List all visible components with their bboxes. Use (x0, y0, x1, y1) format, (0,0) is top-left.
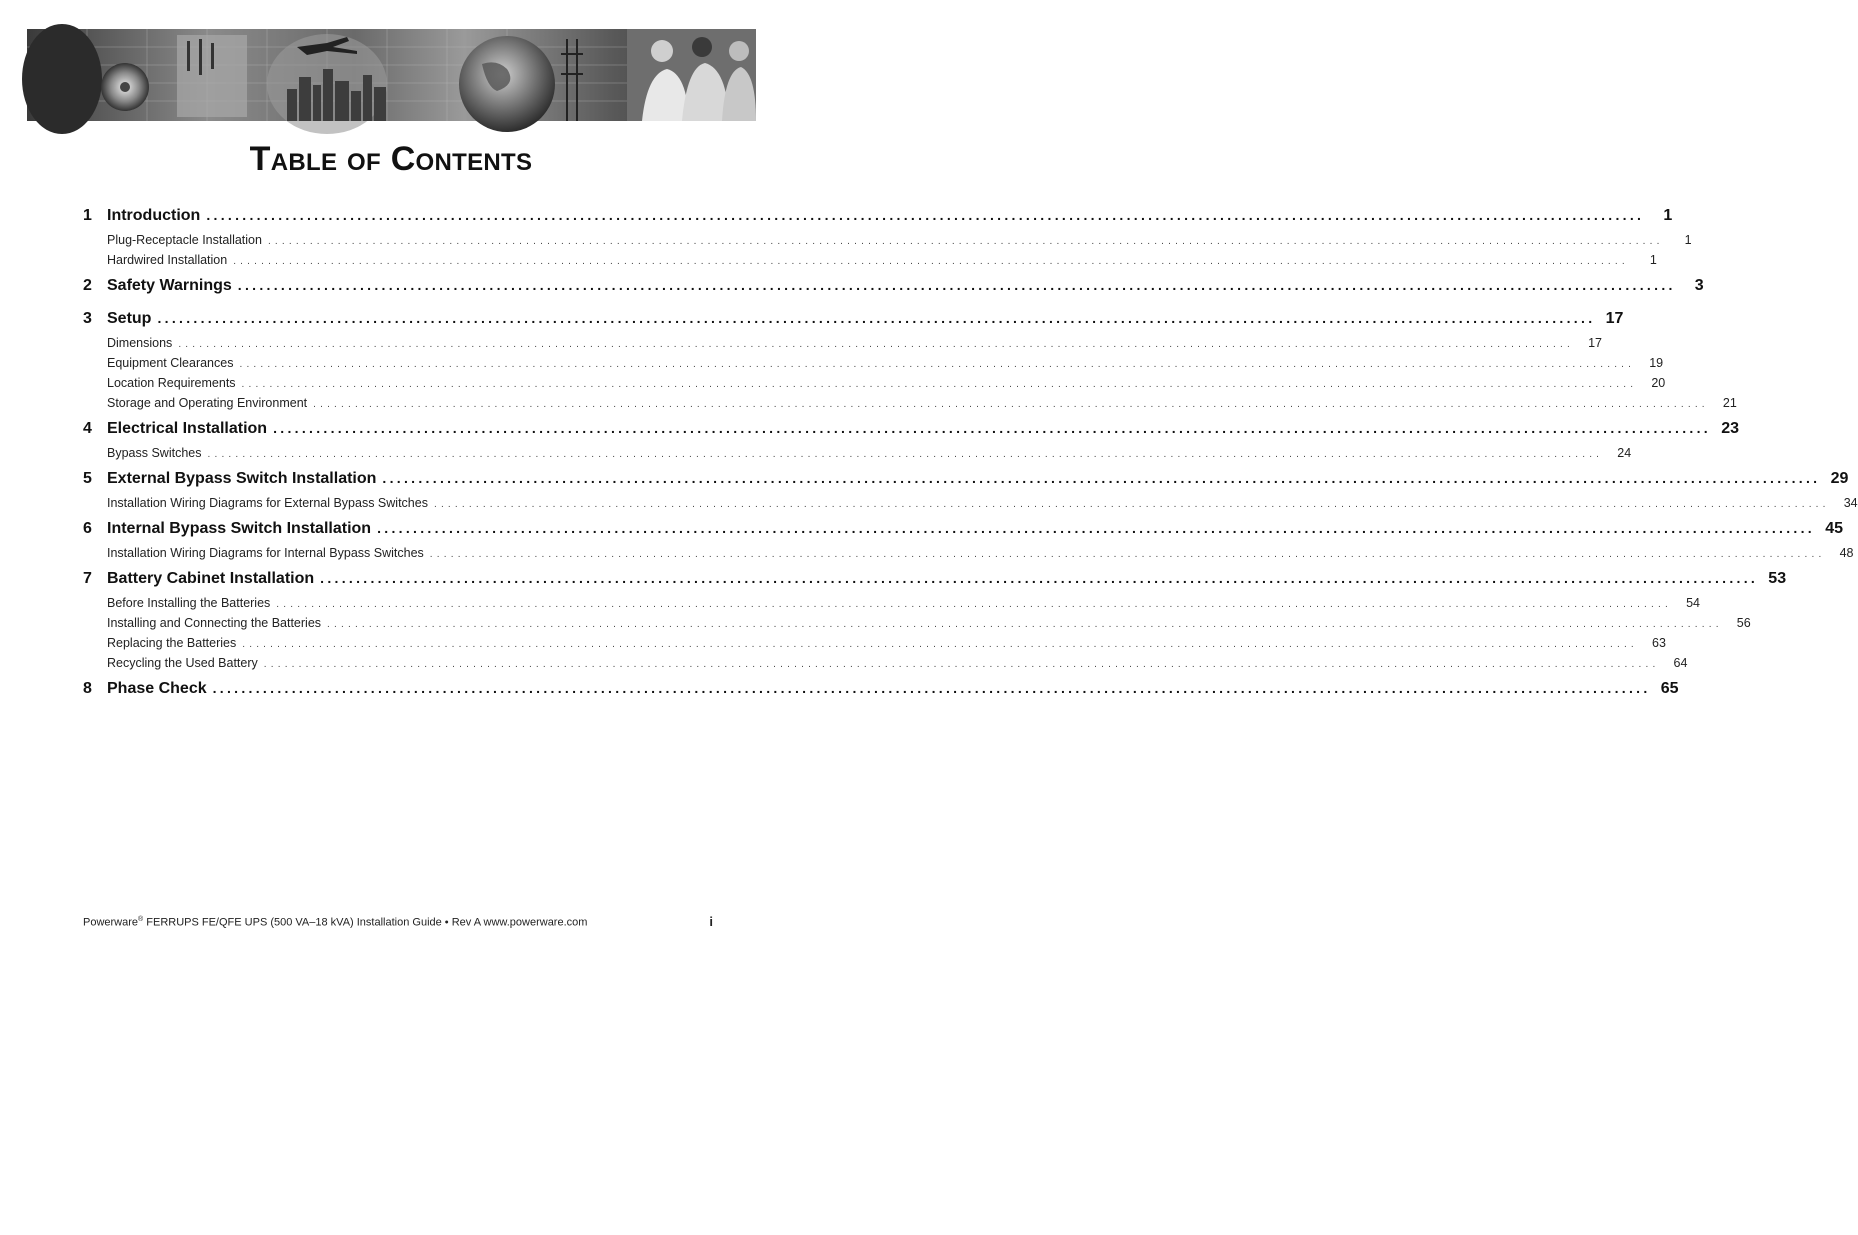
dot-leader: ........................................................................................................................................................................................................ (327, 619, 1723, 630)
section-title: Hardwired Installation (107, 253, 228, 267)
page-footer (83, 914, 713, 929)
page-number: 29 (1830, 470, 1849, 487)
chapter-title: Introduction (107, 207, 201, 224)
page-number: 63 (1652, 636, 1666, 650)
toc-section-entry[interactable] (83, 353, 1664, 373)
toc-chapter-entry[interactable] (83, 270, 1704, 300)
page-title: Table of Contents (249, 140, 533, 178)
chapter-title: External Bypass Switch Installation (107, 470, 377, 487)
chapter-title: Electrical Installation (107, 420, 268, 437)
page-number: 45 (1825, 520, 1843, 537)
page-number: 20 (1651, 376, 1666, 390)
toc-chapter-entry[interactable] (83, 563, 1787, 593)
toc-section-entry[interactable] (83, 593, 1700, 613)
chapter-number: 6 (83, 520, 92, 537)
section-title: Equipment Clearances (107, 356, 234, 370)
dot-leader: ........................................................................................................................................................................................................ (178, 339, 1574, 350)
page-number: 24 (1617, 446, 1632, 460)
section-title: Replacing the Batteries (107, 636, 237, 650)
page-number: 17 (1588, 336, 1602, 350)
dot-leader: ........................................................................................................................................................................................................ (263, 659, 1660, 670)
section-title: Installing and Connecting the Batteries (107, 616, 322, 630)
footer-page-number: i (709, 914, 713, 929)
footer-text: Powerware® FERRUPS FE/QFE UPS (500 VA–18 kVA) Installation Guide • Rev A www.powerware.com (83, 916, 588, 929)
page-number: 34 (1843, 496, 1858, 510)
dot-leader: ........................................................................................................................................................................................................ (212, 680, 1651, 696)
dot-leader: ........................................................................................................................................................................................................ (206, 207, 1645, 223)
section-title: Plug-Receptacle Installation (107, 233, 262, 247)
dot-leader: ........................................................................................................................................................................................................ (237, 277, 1676, 293)
toc-section-entry[interactable] (83, 493, 1858, 513)
page-number: 54 (1686, 596, 1700, 610)
page-number: 64 (1673, 656, 1688, 670)
page-number: 1 (1663, 207, 1673, 224)
page-number: 65 (1660, 680, 1679, 697)
toc-section-entry[interactable] (83, 543, 1854, 563)
dot-leader: ........................................................................................................................................................................................................ (377, 520, 1815, 536)
dot-leader: ........................................................................................................................................................................................................ (320, 570, 1759, 586)
toc-section-entry[interactable] (83, 333, 1602, 353)
dot-leader: ........................................................................................................................................................................................................ (242, 639, 1638, 650)
dot-leader: ........................................................................................................................................................................................................ (233, 256, 1629, 267)
toc-chapter-entry[interactable] (83, 673, 1679, 703)
toc-chapter-entry[interactable] (83, 303, 1624, 333)
toc-chapter-entry[interactable] (83, 463, 1849, 493)
chapter-title: Phase Check (107, 680, 207, 697)
section-title: Installation Wiring Diagrams for External Bypass Switches (107, 496, 428, 510)
toc-chapter-entry[interactable] (83, 200, 1673, 230)
page-number: 23 (1721, 420, 1739, 437)
page-number: 1 (1649, 253, 1657, 267)
toc-section-entry[interactable] (83, 230, 1692, 250)
dot-leader: ........................................................................................................................................................................................................ (267, 236, 1664, 247)
table-of-contents (83, 200, 1858, 703)
chapter-number: 8 (83, 680, 92, 697)
chapter-number: 5 (83, 470, 92, 487)
toc-section-entry[interactable] (83, 633, 1666, 653)
page-number: 53 (1768, 570, 1787, 587)
chapter-title: Setup (107, 310, 152, 327)
page-number: 56 (1736, 616, 1751, 630)
page-number: 3 (1694, 277, 1704, 294)
dot-leader: ........................................................................................................................................................................................................ (429, 549, 1826, 560)
dot-leader: ........................................................................................................................................................................................................ (382, 470, 1821, 486)
section-title: Dimensions (107, 336, 173, 350)
dot-leader: ........................................................................................................................................................................................................ (313, 399, 1709, 410)
chapter-number: 3 (83, 310, 92, 327)
page-number: 19 (1649, 356, 1664, 370)
toc-section-entry[interactable] (83, 393, 1737, 413)
collage-banner-image (27, 29, 756, 121)
page-number: 1 (1684, 233, 1692, 247)
chapter-number: 2 (83, 277, 92, 294)
toc-section-entry[interactable] (83, 250, 1657, 270)
chapter-title: Safety Warnings (107, 277, 232, 294)
section-title: Storage and Operating Environment (107, 396, 308, 410)
dot-leader: ........................................................................................................................................................................................................ (241, 379, 1638, 390)
page-number: 17 (1605, 310, 1624, 327)
chapter-number: 7 (83, 570, 92, 587)
section-title: Installation Wiring Diagrams for Internal Bypass Switches (107, 546, 424, 560)
dot-leader: ........................................................................................................................................................................................................ (207, 449, 1604, 460)
chapter-number: 4 (83, 420, 92, 437)
section-title: Location Requirements (107, 376, 236, 390)
section-title: Recycling the Used Battery (107, 656, 258, 670)
dot-leader: ........................................................................................................................................................................................................ (273, 420, 1711, 436)
toc-chapter-entry[interactable] (83, 413, 1739, 443)
toc-section-entry[interactable] (83, 653, 1688, 673)
chapter-title: Internal Bypass Switch Installation (107, 520, 372, 537)
chapter-title: Battery Cabinet Installation (107, 570, 315, 587)
page-number: 21 (1722, 396, 1737, 410)
section-title: Bypass Switches (107, 446, 202, 460)
dot-leader: ........................................................................................................................................................................................................ (157, 310, 1596, 326)
dot-leader: ........................................................................................................................................................................................................ (276, 599, 1672, 610)
dot-leader: ........................................................................................................................................................................................................ (433, 499, 1830, 510)
toc-section-entry[interactable] (83, 613, 1751, 633)
page-number: 48 (1839, 546, 1854, 560)
dot-leader: ........................................................................................................................................................................................................ (239, 359, 1636, 370)
toc-section-entry[interactable] (83, 443, 1632, 463)
toc-section-entry[interactable] (83, 373, 1666, 393)
section-title: Before Installing the Batteries (107, 596, 271, 610)
toc-chapter-entry[interactable] (83, 513, 1843, 543)
chapter-number: 1 (83, 207, 92, 224)
